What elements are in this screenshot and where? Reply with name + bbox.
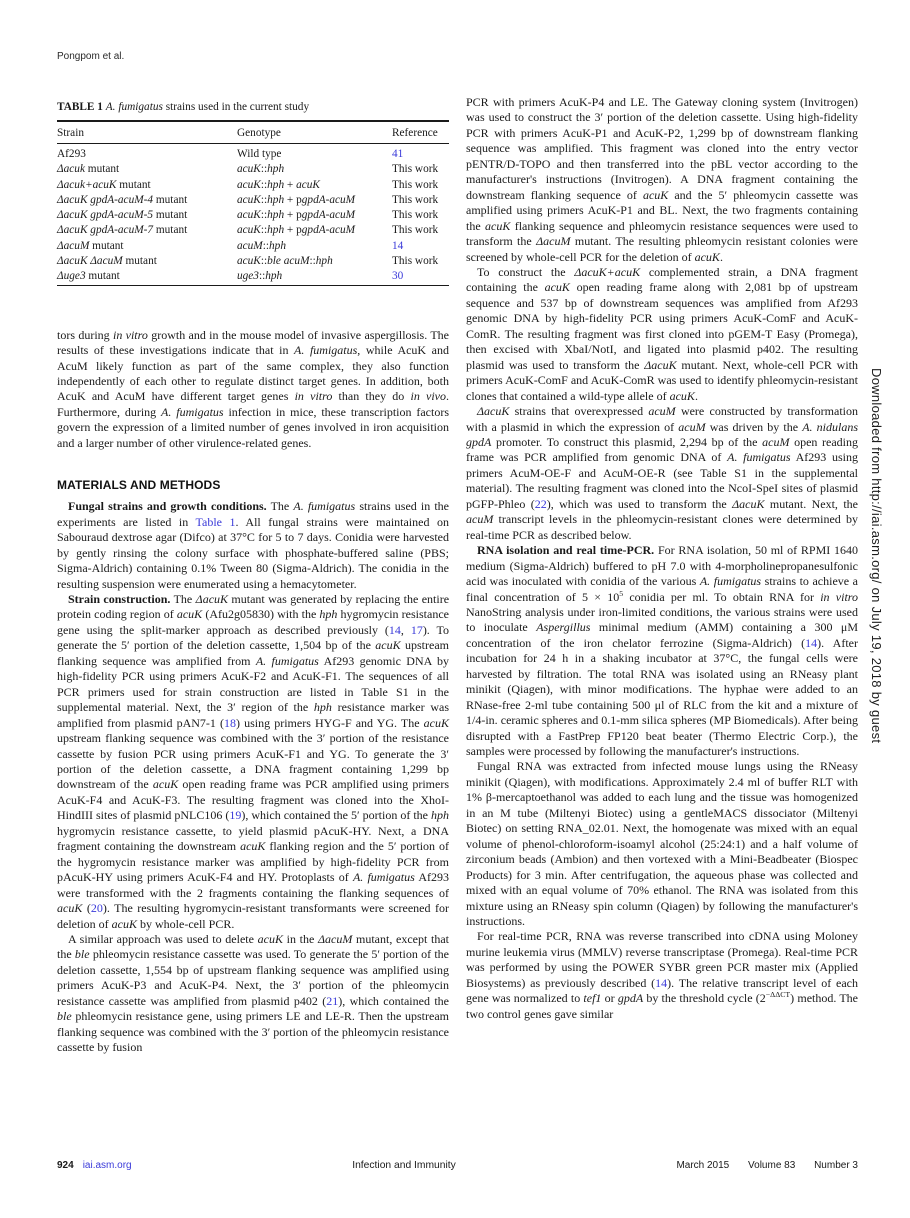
reference-link[interactable]: 21 [326, 993, 339, 1008]
table-cell: acuM::hph [237, 239, 286, 252]
table-cell: This work [392, 255, 439, 268]
table-1-block [57, 101, 449, 286]
table-cell [392, 269, 449, 285]
run-in-heading: Strain construction. [68, 592, 171, 607]
column-header-reference: Reference [392, 121, 449, 144]
left-column [57, 101, 449, 1056]
run-in-heading: Fungal strains and growth conditions. [68, 499, 267, 514]
table-cell: uge3::hph [237, 270, 283, 283]
table-cell: This work [392, 193, 439, 206]
reference-link[interactable]: Table 1 [195, 514, 236, 529]
table-cell: Δacuk mutant [57, 163, 120, 176]
table-cell: ΔacuK gpdA-acuM-4 mutant [57, 193, 188, 206]
reference-link[interactable]: 14 [655, 975, 668, 990]
paragraph [57, 592, 449, 932]
table-cell: acuK::ble acuM::hph [237, 255, 333, 268]
paragraph-text: The A. fumigatus strains used in the experiments are listed in Table 1. All fungal strains were maintained on Sabouraud dextrose agar (Difco) at 37°C for 5 to 7 days. Conidia were harvested by gently rinsing the colony surface with phosphate-buffered saline (PBS; Sigma-Aldrich) containing 0.1% Tween 80 (Sigma-Aldrich). The conidia in the resulting suspension were enumerated using a hemacytometer. [57, 499, 450, 591]
issue-month: March 2015 [676, 1160, 730, 1171]
table-cell: Δuge3 mutant [57, 270, 120, 283]
table-cell: ΔacuK gpdA-acuM-7 mutant [57, 224, 188, 237]
reference-link[interactable]: 41 [392, 148, 404, 160]
paragraph: A similar approach was used to delete acuK in the ΔacuM mutant, except that the ble phleomycin resistance cassette was used. To generate the 5′ portion of the deletion cassette, 1,554 bp of upstream flanking sequence was amplified using primers AcuK-P3 and AcuK-P4. Next, the 3′ portion of the phleomycin resistance cassette was amplified from plasmid p402 (21), which contained the ble phleomycin resistance gene, using primers LE and LE-R. Then the upstream flanking sequence was combined with the 3′ portion of the phleomycin resistance cassette by fusion [57, 931, 449, 1055]
paragraph [57, 499, 449, 592]
right-column [466, 95, 858, 1022]
table-row [57, 162, 449, 177]
table-row [57, 208, 449, 223]
table-cell: ΔacuK ΔacuM mutant [57, 255, 157, 268]
paragraph: PCR with primers AcuK-P4 and LE. The Gateway cloning system (Invitrogen) was used to construct the 3′ portion of the deletion cassette. Using high-fidelity PCR with primers AcuK-P1 and AcuK-P2, 1,299 bp of downstream flanking sequence was amplified. This fragment was cloned into the entry vector pENTR/D-TOPO and then transferred into the pBL vector according to the manufacturer's instructions (Invitrogen). A DNA fragment containing the downstream flanking sequence of acuK and the 5′ phleomycin cassette was amplified using primers AcuK-P1 and BL. Next, the two fragments containing the acuK flanking sequence and phleomycin resistance sequences were used to transform the ΔacuM mutant. The resulting phleomycin resistant colonies were screened by whole-cell PCR for the deletion of acuK. [466, 95, 859, 264]
section-heading-materials-and-methods: MATERIALS AND METHODS [57, 478, 221, 493]
left-column-text [57, 328, 449, 1056]
issue-info [676, 1160, 858, 1171]
reference-link[interactable]: 14 [388, 622, 401, 637]
paragraph-text: For RNA isolation, 50 ml of RPMI 1640 medium (Sigma-Aldrich) buffered to pH 7.0 with 4-morpholinepropanesulfonic acid was inoculated with conidia of the various A. fumigatus strains to achieve a final concentration of $5 \times 10^5$ conidia per ml. To obtain RNA for in vitro NanoString analysis under iron-limited conditions, the various strains were used to inoculate Aspergillus minimal medium (AMM) containing a 300 μM concentration of the iron chelator ferrozine (Sigma-Aldrich) (14). After incubation for 24 h in a shaking incubator at 37°C, the fungal cells were harvested by filtration. The total RNA was isolated using an RNeasy plant minikit (Qiagen), with minor modifications. The hyphae were added to an RNase-free 2-ml tube containing 500 μl of RLC from the kit and a mixture of 1/4-in. ceramic spheres and 0.1-mm silica spheres (MP Biomedicals). After being disrupted with a FastPrep FP120 beat beater (Thermo Electric Corp.), the samples were processed by following the manufacturer's instructions. [466, 543, 859, 759]
paragraph [466, 543, 858, 759]
strains-table-body [57, 144, 449, 286]
column-header-strain: Strain [57, 121, 237, 144]
journal-name: Infection and Immunity [352, 1160, 456, 1171]
strains-table [57, 120, 449, 286]
reference-link[interactable]: 18 [224, 715, 237, 730]
table-cell: Wild type [237, 148, 282, 160]
table-cell: This work [392, 163, 439, 176]
download-watermark: Downloaded from http://iai.asm.org/ on July 19, 2018 by guest [869, 368, 884, 744]
reference-link[interactable]: 14 [392, 239, 404, 252]
table-row [57, 239, 449, 254]
paragraph: To construct the ΔacuK+acuK complemented strain, a DNA fragment containing the acuK open reading frame along with 2,081 bp of upstream sequence and 537 bp of downstream sequences was amplified from Af293 genomic DNA by high-fidelity PCR using primers AcuK-ComF and AcuK-ComR. The resulting fragment was first cloned into pGEM-T Easy (Promega), then excised with XbaI/NotI, and ligated into plasmid p402. The resulting plasmid was used to transform the ΔacuK mutant. Next, whole-cell PCR with primers AcuK-ComF and AcuK-ComR was used to identify phleomycin-resistant clones that contained a wild-type allele of acuK. [466, 264, 859, 403]
table-cell: ΔacuM mutant [57, 239, 124, 252]
page-number: 924 [57, 1160, 74, 1171]
table-cell: acuK::hph + pgpdA-acuM [237, 209, 356, 222]
table-row [57, 178, 449, 193]
reference-link[interactable]: 17 [410, 622, 423, 637]
reference-link[interactable]: 22 [534, 496, 547, 511]
table-cell [392, 144, 449, 163]
table-caption [57, 101, 449, 113]
table-row [57, 269, 449, 285]
reference-link[interactable]: 20 [90, 901, 103, 916]
table-cell: acuK::hph [237, 163, 285, 176]
footer-left [57, 1160, 132, 1171]
paragraph: tors during in vitro growth and in the mouse model of invasive aspergillosis. The results of these investigations indicate that in A. fumigatus, while AcuK and AcuM likely function as part of the same complex, they also function independently of each other to regulate distinct target genes. In addition, both AcuK and AcuM have different target genes in vitro than they do in vivo. Furthermore, during A. fumigatus infection in mice, these transcription factors govern the expression of a limited number of genes involved in iron acquisition and a larger number of other virulence-related genes. [57, 327, 450, 450]
table-cell: acuK::hph + pgpdA-acuM [237, 193, 356, 206]
issue-number: Number 3 [814, 1160, 858, 1171]
table-row [57, 223, 449, 238]
paragraph-text: The ΔacuK mutant was generated by replacing the entire protein coding region of acuK (Afu2g05830) with the hph hygromycin resistance gene using the split-marker approach as described previously (14, 17). To generate the 5′ portion of the deletion cassette, 1,504 bp of the acuK upstream flanking sequence was amplified from A. fumigatus Af293 genomic DNA by high-fidelity PCR using primers AcuK-F2 and AcuK-F1. The sequences of all PCR primers used for strain construction are listed in Table S1 in the supplemental material. Next, the 3′ region of the hph resistance marker was amplified from plasmid pAN7-1 (18) using primers HYG-F and YG. The acuK upstream flanking sequence was combined with the 3′ portion of the resistance cassette by fusion PCR using primers AcuK-F1 and YG. To generate the 3′ portion of the deletion cassette, a DNA fragment containing 1,299 bp downstream of the acuK open reading frame was PCR amplified using primers AcuK-F4 and AcuK-F3. The resulting fragment was cloned into the XhoI-HindIII sites of plasmid pNLC106 (19), which contained the 5′ portion of the hph hygromycin resistance cassette, to yield plasmid pAcuK-HY. Next, a DNA fragment containing the downstream acuK flanking region and the 5′ portion of the hygromycin resistance marker was amplified by high-fidelity PCR from pAcuK-HY using primers AcuK-F4 and HY. Protoplasts of A. fumigatus Af293 were transformed with the 2 fragments containing the flanking sequences of acuK (20). The resulting hygromycin-resistant transformants were screened for deletion of acuK by whole-cell PCR. [57, 592, 450, 931]
run-in-heading: RNA isolation and real time-PCR. [477, 543, 655, 558]
running-head: Pongpom et al. [57, 51, 125, 62]
paragraph: Fungal RNA was extracted from infected mouse lungs using the RNeasy minikit (Qiagen), with modifications. Approximately 2.4 ml of buffer RLT with 1% β-mercaptoethanol was added to each lung and the tissue was homogenized in an M tube (Miltenyi Biotec) using a gentleMACS dissociator (Miltenyi Biotec) on setting RNA_02.01. Next, the homogenate was mixed with an equal volume of phenol-chloroform-isoamyl alcohol (25:24:1) and a half volume of zirconium beads (Ambion) and then vortexed with a Mini-Beadbeater (Biospec Products) for 3 min. After centrifugation, the aqueous phase was collected and mixed with an equal volume of 70% ethanol. The RNA was isolated from this mixture using an RNeasy spin column (Qiagen) by following the manufacturer's instructions. [466, 759, 858, 929]
table-cell: acuK::hph + pgpdA-acuM [237, 224, 356, 237]
table-row [57, 193, 449, 208]
table-cell: This work [392, 224, 439, 237]
table-header-row [57, 121, 449, 144]
table-cell: acuK::hph + acuK [237, 178, 320, 191]
column-header-genotype: Genotype [237, 121, 392, 144]
paragraph: For real-time PCR, RNA was reverse transcribed into cDNA using Moloney murine leukemia virus (MMLV) reverse transcriptase (Promega). Real-time PCR was performed by using the POWER SYBR green PCR master mix (Applied Biosystems) as previously described (14). The relative transcript level of each gene was normalized to tef1 or gpdA by the threshold cycle $(2^{-\Delta\Delta CT})$ method. The two control genes gave similar [466, 929, 858, 1021]
table-cell [392, 239, 449, 254]
table-cell: This work [392, 178, 439, 191]
table-row [57, 144, 449, 163]
table-cell: ΔacuK gpdA-acuM-5 mutant [57, 209, 188, 222]
table-caption-text: A. fumigatus strains used in the current study [105, 101, 310, 113]
table-cell: This work [392, 209, 439, 222]
reference-link[interactable]: 30 [392, 270, 404, 283]
footer [57, 1160, 858, 1171]
table-cell: Af293 [57, 148, 86, 160]
table-cell: Δacuk+acuK mutant [57, 178, 151, 191]
paragraph: ΔacuK strains that overexpressed acuM were constructed by transformation with a plasmid in which the expression of acuM was driven by the A. nidulans gpdA promoter. To construct this plasmid, 2,294 bp of the acuM open reading frame was PCR amplified from genomic DNA of A. fumigatus Af293 using primers AcuM-OE-F and AcuM-OE-R (see Table S1 in the supplemental material). The resulting fragment was cloned into the NcoI-SpeI sites of plasmid pGFP-Phleo (22), which was used to transform the ΔacuK mutant. Next, the acuM transcript levels in the phleomycin-resistant clones were determined by real-time PCR as described below. [466, 404, 859, 542]
journal-site-link[interactable]: iai.asm.org [82, 1160, 132, 1171]
table-caption-label: TABLE 1 [57, 101, 103, 113]
reference-link[interactable]: 14 [805, 635, 818, 650]
issue-volume: Volume 83 [748, 1160, 796, 1171]
table-row [57, 254, 449, 269]
reference-link[interactable]: 19 [229, 808, 242, 823]
